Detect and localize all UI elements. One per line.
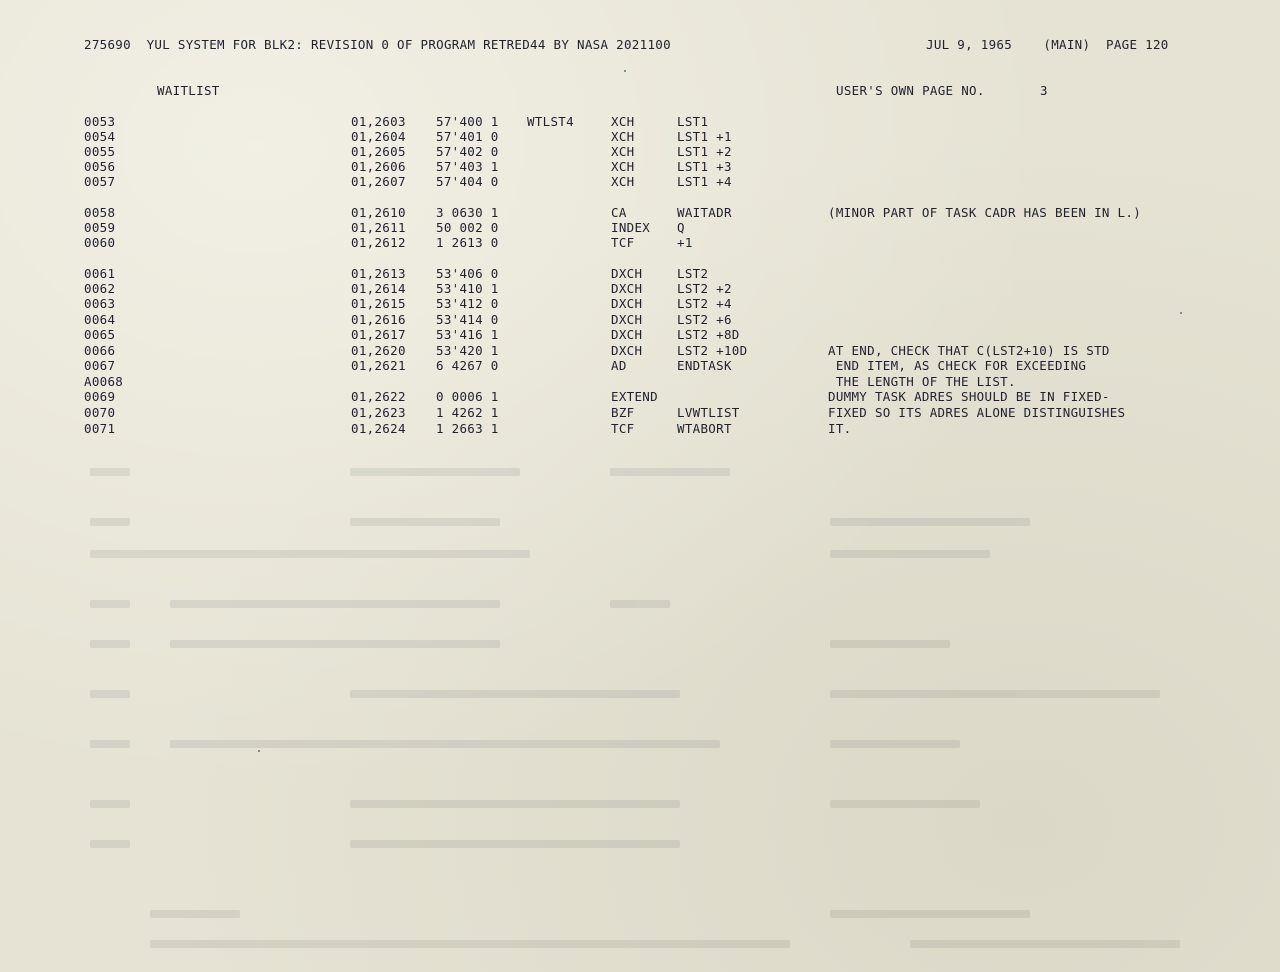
line-number: 0061 bbox=[84, 266, 116, 281]
address: 01,2607 bbox=[351, 174, 406, 189]
line-number: 0060 bbox=[84, 235, 116, 250]
line-number: 0070 bbox=[84, 405, 116, 420]
address: 01,2623 bbox=[351, 405, 406, 420]
line-number: 0063 bbox=[84, 296, 116, 311]
opcode: EXTEND bbox=[611, 389, 658, 404]
address: 01,2614 bbox=[351, 281, 406, 296]
operand: LST2 +8D bbox=[677, 327, 740, 342]
octal-word: 1 4262 1 bbox=[436, 405, 499, 420]
line-number: 0064 bbox=[84, 312, 116, 327]
address: 01,2605 bbox=[351, 144, 406, 159]
operand: LST2 bbox=[677, 266, 709, 281]
octal-word: 53'420 1 bbox=[436, 343, 499, 358]
line-number: 0066 bbox=[84, 343, 116, 358]
octal-word: 3 0630 1 bbox=[436, 205, 499, 220]
octal-word: 1 2613 0 bbox=[436, 235, 499, 250]
operand: WTABORT bbox=[677, 421, 732, 436]
opcode: XCH bbox=[611, 174, 635, 189]
octal-word: 53'410 1 bbox=[436, 281, 499, 296]
octal-word: 57'402 0 bbox=[436, 144, 499, 159]
operand: LST2 +10D bbox=[677, 343, 748, 358]
octal-word: 57'403 1 bbox=[436, 159, 499, 174]
users-page-label: USER'S OWN PAGE NO. bbox=[836, 83, 985, 98]
address: 01,2613 bbox=[351, 266, 406, 281]
line-number: 0055 bbox=[84, 144, 116, 159]
users-page-number: 3 bbox=[1040, 83, 1048, 98]
line-number: 0069 bbox=[84, 389, 116, 404]
line-number: 0058 bbox=[84, 205, 116, 220]
operand: LST1 +4 bbox=[677, 174, 732, 189]
octal-word: 53'414 0 bbox=[436, 312, 499, 327]
opcode: XCH bbox=[611, 159, 635, 174]
octal-word: 57'401 0 bbox=[436, 129, 499, 144]
operand: LST2 +4 bbox=[677, 296, 732, 311]
operand: LST2 +6 bbox=[677, 312, 732, 327]
line-number: 0067 bbox=[84, 358, 116, 373]
opcode: CA bbox=[611, 205, 627, 220]
opcode: TCF bbox=[611, 421, 635, 436]
octal-word: 50 002 0 bbox=[436, 220, 499, 235]
octal-word: 57'400 1 bbox=[436, 114, 499, 129]
octal-word: 53'406 0 bbox=[436, 266, 499, 281]
opcode: XCH bbox=[611, 144, 635, 159]
comment: (MINOR PART OF TASK CADR HAS BEEN IN L.) bbox=[828, 205, 1142, 220]
line-number: 0059 bbox=[84, 220, 116, 235]
address: 01,2603 bbox=[351, 114, 406, 129]
opcode: DXCH bbox=[611, 266, 643, 281]
address: 01,2610 bbox=[351, 205, 406, 220]
opcode: TCF bbox=[611, 235, 635, 250]
operand: LST1 +2 bbox=[677, 144, 732, 159]
address: 01,2616 bbox=[351, 312, 406, 327]
comment: DUMMY TASK ADRES SHOULD BE IN FIXED- bbox=[828, 389, 1110, 404]
comment: THE LENGTH OF THE LIST. bbox=[828, 374, 1016, 389]
section-title: WAITLIST bbox=[157, 83, 220, 98]
comment: AT END, CHECK THAT C(LST2+10) IS STD bbox=[828, 343, 1110, 358]
address: 01,2621 bbox=[351, 358, 406, 373]
line-number: 0056 bbox=[84, 159, 116, 174]
operand: LST2 +2 bbox=[677, 281, 732, 296]
address: 01,2622 bbox=[351, 389, 406, 404]
octal-word: 53'416 1 bbox=[436, 327, 499, 342]
opcode: INDEX bbox=[611, 220, 651, 235]
opcode: XCH bbox=[611, 129, 635, 144]
opcode: DXCH bbox=[611, 296, 643, 311]
line-number: 0057 bbox=[84, 174, 116, 189]
opcode: BZF bbox=[611, 405, 635, 420]
octal-word: 6 4267 0 bbox=[436, 358, 499, 373]
line-number: 0071 bbox=[84, 421, 116, 436]
opcode: AD bbox=[611, 358, 627, 373]
opcode: XCH bbox=[611, 114, 635, 129]
address: 01,2606 bbox=[351, 159, 406, 174]
octal-word: 1 2663 1 bbox=[436, 421, 499, 436]
opcode: DXCH bbox=[611, 327, 643, 342]
page-header-left: 275690 YUL SYSTEM FOR BLK2: REVISION 0 OF PROGRAM RETRED44 BY NASA 2021100 bbox=[84, 37, 671, 52]
operand: +1 bbox=[677, 235, 693, 250]
line-number: 0053 bbox=[84, 114, 116, 129]
octal-word: 53'412 0 bbox=[436, 296, 499, 311]
opcode: DXCH bbox=[611, 281, 643, 296]
comment: IT. bbox=[828, 421, 852, 436]
line-number: 0065 bbox=[84, 327, 116, 342]
operand: LST1 +1 bbox=[677, 129, 732, 144]
opcode: DXCH bbox=[611, 312, 643, 327]
address: 01,2611 bbox=[351, 220, 406, 235]
operand: ENDTASK bbox=[677, 358, 732, 373]
address: 01,2612 bbox=[351, 235, 406, 250]
octal-word: 0 0006 1 bbox=[436, 389, 499, 404]
operand: LST1 +3 bbox=[677, 159, 732, 174]
page-header-right: JUL 9, 1965 (MAIN) PAGE 120 bbox=[926, 37, 1169, 52]
line-number: A0068 bbox=[84, 374, 124, 389]
comment: FIXED SO ITS ADRES ALONE DISTINGUISHES bbox=[828, 405, 1126, 420]
opcode: DXCH bbox=[611, 343, 643, 358]
address: 01,2617 bbox=[351, 327, 406, 342]
octal-word: 57'404 0 bbox=[436, 174, 499, 189]
line-number: 0054 bbox=[84, 129, 116, 144]
operand: WAITADR bbox=[677, 205, 732, 220]
address: 01,2624 bbox=[351, 421, 406, 436]
operand: Q bbox=[677, 220, 685, 235]
address: 01,2615 bbox=[351, 296, 406, 311]
bleed-through-ghost bbox=[0, 440, 1280, 972]
label: WTLST4 bbox=[527, 114, 574, 129]
operand: LVWTLIST bbox=[677, 405, 740, 420]
address: 01,2604 bbox=[351, 129, 406, 144]
comment: END ITEM, AS CHECK FOR EXCEEDING bbox=[828, 358, 1087, 373]
operand: LST1 bbox=[677, 114, 709, 129]
address: 01,2620 bbox=[351, 343, 406, 358]
line-number: 0062 bbox=[84, 281, 116, 296]
